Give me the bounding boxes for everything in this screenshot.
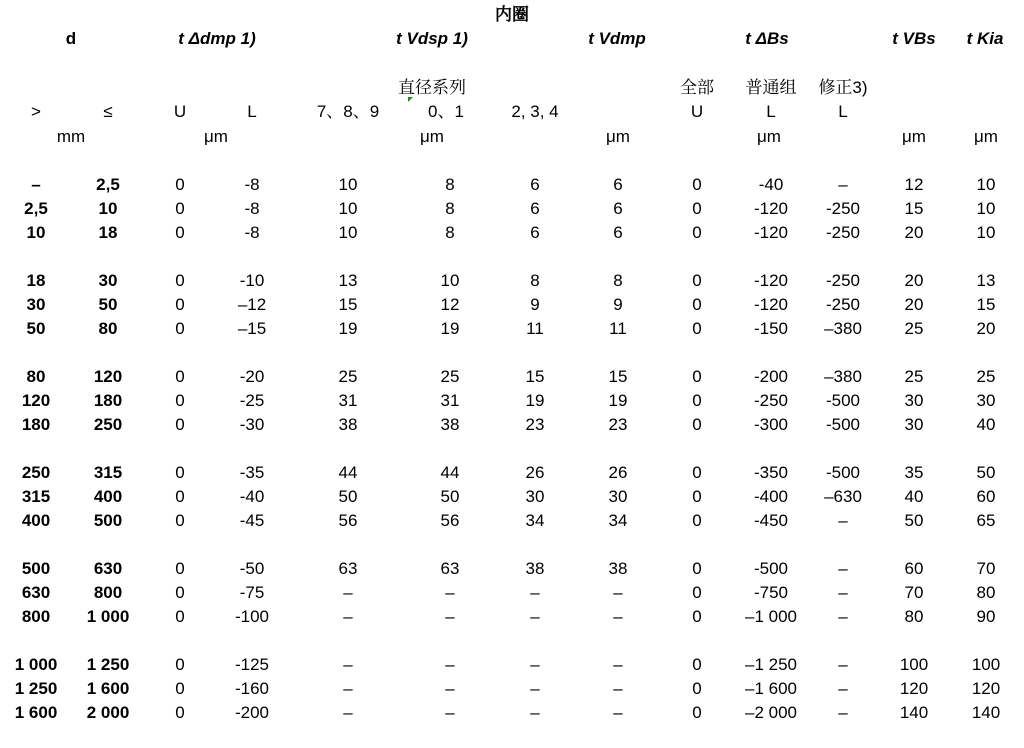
cell-dmp-l: -40 — [239, 487, 265, 506]
cell-vdsp-01: 8 — [445, 199, 455, 218]
cell-d-gt: 1 600 — [14, 703, 58, 722]
cell-vbs: 30 — [904, 391, 924, 410]
cell-bs-modified: -500 — [825, 391, 861, 410]
header-t-dmp: t Δdmp 1) — [178, 29, 256, 48]
cell-bs-u: 0 — [692, 583, 702, 602]
cell-d-le: 18 — [98, 223, 118, 242]
cell-bs-modified: – — [838, 559, 848, 578]
cell-vdmp: 11 — [609, 319, 627, 338]
cell-dmp-u: 0 — [175, 295, 185, 314]
cell-d-gt: 1 250 — [14, 679, 58, 698]
cell-vdsp-789: 56 — [338, 511, 358, 530]
cell-dmp-l: -8 — [244, 199, 260, 218]
cell-vdsp-01: 25 — [440, 367, 460, 386]
header-d: d — [65, 29, 77, 48]
cell-dmp-l: -35 — [239, 463, 265, 482]
cell-vdmp: 34 — [608, 511, 628, 530]
cell-dmp-l: -100 — [234, 607, 270, 626]
cell-vdsp-01: 8 — [445, 223, 455, 242]
cell-vbs: 25 — [904, 319, 924, 338]
cell-d-gt: 2,5 — [24, 199, 48, 218]
cell-kia: 50 — [976, 463, 996, 482]
cell-d-le: 2 000 — [86, 703, 130, 722]
series-0-1: 0、1 — [428, 102, 464, 121]
cell-bs-l: -200 — [753, 367, 789, 386]
cell-vdsp-234: 38 — [525, 559, 545, 578]
cell-dmp-l: -30 — [239, 415, 265, 434]
header-t-vdsp: t Vdsp 1) — [396, 29, 468, 48]
cell-d-le: 2,5 — [96, 175, 120, 194]
cell-bs-modified: – — [838, 175, 848, 194]
cell-vdsp-234: 34 — [525, 511, 545, 530]
cell-dmp-l: –15 — [237, 319, 267, 338]
cell-dmp-l: -125 — [234, 655, 270, 674]
cell-kia: 20 — [976, 319, 996, 338]
cell-d-le: 800 — [93, 583, 123, 602]
cell-kia: 65 — [976, 511, 996, 530]
cell-vdsp-234: 6 — [530, 223, 540, 242]
cell-kia: 120 — [971, 679, 1001, 698]
cell-vdsp-789: 10 — [338, 223, 358, 242]
cell-dmp-u: 0 — [175, 655, 185, 674]
cell-kia: 30 — [976, 391, 996, 410]
cell-kia: 70 — [976, 559, 996, 578]
cell-vdmp: 38 — [608, 559, 628, 578]
cell-dmp-l: -160 — [234, 679, 270, 698]
cell-vbs: 25 — [904, 367, 924, 386]
cell-bs-u: 0 — [692, 511, 702, 530]
cell-vdmp: 9 — [613, 295, 623, 314]
cell-vdsp-789: 25 — [338, 367, 358, 386]
cell-d-gt: 18 — [26, 271, 46, 290]
cell-bs-l: –2 000 — [745, 703, 797, 722]
modified-label: 修正3) — [818, 78, 868, 97]
cell-vdsp-234: 6 — [530, 175, 540, 194]
cell-d-gt: 80 — [26, 367, 46, 386]
cell-d-gt: 500 — [21, 559, 51, 578]
cell-dmp-u: 0 — [175, 463, 185, 482]
cell-bs-u: 0 — [692, 655, 702, 674]
cell-dmp-l: -20 — [239, 367, 265, 386]
cell-vdsp-234: – — [530, 703, 540, 722]
cell-vdsp-01: 63 — [440, 559, 460, 578]
cell-d-le: 10 — [98, 199, 118, 218]
cell-vbs: 50 — [904, 511, 924, 530]
cell-vdmp: 8 — [613, 271, 623, 290]
cell-bs-u: 0 — [692, 679, 702, 698]
cell-kia: 140 — [971, 703, 1001, 722]
cell-vdsp-234: 23 — [525, 415, 545, 434]
cell-d-gt: 120 — [21, 391, 51, 410]
cell-kia: 40 — [976, 415, 996, 434]
cell-vbs: 40 — [904, 487, 924, 506]
cell-vdmp: – — [613, 583, 623, 602]
header-t-vdmp: t Vdmp — [588, 29, 646, 48]
cell-vdsp-01: 50 — [440, 487, 460, 506]
cell-vdsp-789: 15 — [338, 295, 358, 314]
cell-bs-modified: -250 — [825, 223, 861, 242]
cell-dmp-l: -45 — [239, 511, 265, 530]
cell-vdsp-234: 30 — [525, 487, 545, 506]
cell-kia: 25 — [976, 367, 996, 386]
cell-d-gt: 400 — [21, 511, 51, 530]
cell-vdmp: 30 — [608, 487, 628, 506]
cell-vbs: 120 — [899, 679, 929, 698]
cell-dmp-u: 0 — [175, 487, 185, 506]
cell-bs-l: –1 600 — [745, 679, 797, 698]
cell-vdmp: 23 — [608, 415, 628, 434]
cell-d-le: 1 250 — [86, 655, 130, 674]
cell-dmp-l: -10 — [239, 271, 265, 290]
cell-dmp-l: -75 — [239, 583, 265, 602]
cell-d-le: 400 — [93, 487, 123, 506]
cell-kia: 90 — [976, 607, 996, 626]
cell-d-le: 1 000 — [86, 607, 130, 626]
cell-vdsp-234: – — [530, 679, 540, 698]
unit-um-kia: μm — [974, 127, 998, 146]
cell-bs-u: 0 — [692, 295, 702, 314]
cell-kia: 100 — [971, 655, 1001, 674]
cell-kia: 10 — [976, 199, 996, 218]
cell-bs-l: -120 — [753, 295, 789, 314]
cell-d-gt: 250 — [21, 463, 51, 482]
cell-bs-u: 0 — [692, 223, 702, 242]
cell-d-gt: 30 — [26, 295, 46, 314]
unit-mm: mm — [56, 127, 86, 146]
cell-dmp-l: -8 — [244, 223, 260, 242]
cell-vdsp-234: 8 — [530, 271, 540, 290]
cell-d-le: 630 — [93, 559, 123, 578]
cell-dmp-u: 0 — [175, 367, 185, 386]
cell-bs-u: 0 — [692, 607, 702, 626]
cell-bs-l: -150 — [753, 319, 789, 338]
series-7-8-9: 7、8、9 — [316, 102, 380, 121]
cell-dmp-l: -25 — [239, 391, 265, 410]
cell-dmp-u: 0 — [175, 175, 185, 194]
cell-vdsp-789: 44 — [338, 463, 358, 482]
cell-vdsp-234: 11 — [526, 319, 544, 338]
cell-d-le: 120 — [93, 367, 123, 386]
cell-vbs: 20 — [904, 271, 924, 290]
cell-bs-u: 0 — [692, 199, 702, 218]
cell-vdsp-01: 8 — [445, 175, 455, 194]
cell-vdsp-789: 10 — [338, 199, 358, 218]
diameter-series-label: 直径系列 — [398, 78, 466, 97]
cell-vdsp-789: 63 — [338, 559, 358, 578]
cell-d-le: 1 600 — [86, 679, 130, 698]
cell-dmp-l: -50 — [239, 559, 265, 578]
cell-vbs: 20 — [904, 223, 924, 242]
cell-vdsp-234: – — [530, 655, 540, 674]
cell-bs-l: -450 — [753, 511, 789, 530]
cell-vbs: 70 — [904, 583, 924, 602]
cell-vbs: 15 — [904, 199, 924, 218]
cell-bs-modified: -250 — [825, 271, 861, 290]
cell-vdmp: – — [613, 655, 623, 674]
cell-vdsp-789: – — [343, 607, 353, 626]
cell-d-le: 30 — [98, 271, 118, 290]
header-t-kia: t Kia — [966, 29, 1004, 48]
cell-kia: 10 — [976, 223, 996, 242]
cell-vdsp-789: 13 — [338, 271, 358, 290]
cell-bs-modified: –380 — [824, 319, 862, 338]
cell-bs-l: -120 — [753, 223, 789, 242]
cell-dmp-u: 0 — [175, 271, 185, 290]
cell-vdmp: 26 — [608, 463, 628, 482]
cell-dmp-u: 0 — [175, 415, 185, 434]
cell-vdsp-01: 12 — [440, 295, 460, 314]
cell-bs-modified: – — [838, 679, 848, 698]
cell-vdmp: 6 — [613, 199, 623, 218]
cell-bs-modified: –630 — [824, 487, 862, 506]
cell-vdsp-01: – — [445, 679, 455, 698]
cell-bs-u: 0 — [692, 415, 702, 434]
cell-vdsp-01: 44 — [440, 463, 460, 482]
cell-vdsp-789: – — [343, 583, 353, 602]
cell-vdmp: – — [613, 679, 623, 698]
cell-kia: 60 — [976, 487, 996, 506]
cell-d-le: 180 — [93, 391, 123, 410]
cell-vbs: 12 — [904, 175, 924, 194]
cell-bs-u: 0 — [692, 463, 702, 482]
limit-le: ≤ — [103, 102, 113, 121]
unit-um-vdsp: μm — [420, 127, 444, 146]
cell-vbs: 80 — [904, 607, 924, 626]
cell-bs-u: 0 — [692, 175, 702, 194]
cell-comment-marker — [408, 97, 413, 102]
cell-dmp-u: 0 — [175, 607, 185, 626]
cell-dmp-l: -200 — [234, 703, 270, 722]
cell-vdsp-01: – — [445, 583, 455, 602]
cell-dmp-u: 0 — [175, 511, 185, 530]
cell-bs-modified: -500 — [825, 415, 861, 434]
all-label: 全部 — [680, 78, 714, 97]
cell-vbs: 140 — [899, 703, 929, 722]
cell-bs-modified: – — [838, 703, 848, 722]
cell-dmp-u: 0 — [175, 319, 185, 338]
cell-dmp-u: 0 — [175, 199, 185, 218]
cell-dmp-u: 0 — [175, 583, 185, 602]
cell-bs-modified: –380 — [824, 367, 862, 386]
header-t-bs: t ΔBs — [745, 29, 789, 48]
cell-bs-modified: – — [838, 607, 848, 626]
cell-vdsp-01: – — [445, 607, 455, 626]
cell-vdsp-234: 26 — [525, 463, 545, 482]
unit-um-dmp: μm — [204, 127, 228, 146]
limit-l-dmp: L — [247, 102, 257, 121]
cell-vdsp-234: 15 — [525, 367, 545, 386]
cell-bs-l: -40 — [758, 175, 784, 194]
cell-bs-l: -300 — [753, 415, 789, 434]
cell-bs-u: 0 — [692, 703, 702, 722]
cell-vdsp-01: – — [445, 703, 455, 722]
cell-d-le: 80 — [98, 319, 118, 338]
cell-bs-u: 0 — [692, 487, 702, 506]
cell-bs-u: 0 — [692, 559, 702, 578]
cell-vdmp: 15 — [608, 367, 628, 386]
cell-vdsp-789: 10 — [338, 175, 358, 194]
cell-vbs: 100 — [899, 655, 929, 674]
cell-dmp-l: -8 — [244, 175, 260, 194]
cell-bs-u: 0 — [692, 271, 702, 290]
cell-vdsp-01: 38 — [440, 415, 460, 434]
cell-kia: 10 — [976, 175, 996, 194]
cell-bs-l: -120 — [753, 271, 789, 290]
cell-vdmp: 19 — [608, 391, 628, 410]
cell-d-gt: 50 — [26, 319, 46, 338]
limit-u-bs: U — [690, 102, 704, 121]
cell-bs-u: 0 — [692, 367, 702, 386]
cell-vdmp: – — [613, 703, 623, 722]
cell-dmp-u: 0 — [175, 559, 185, 578]
cell-d-gt: 630 — [21, 583, 51, 602]
cell-dmp-u: 0 — [175, 223, 185, 242]
cell-vbs: 30 — [904, 415, 924, 434]
unit-um-vdmp: μm — [606, 127, 630, 146]
cell-vdsp-01: – — [445, 655, 455, 674]
cell-vdsp-789: – — [343, 655, 353, 674]
cell-kia: 80 — [976, 583, 996, 602]
unit-um-bs: μm — [757, 127, 781, 146]
cell-dmp-l: –12 — [237, 295, 267, 314]
cell-vdsp-234: – — [530, 607, 540, 626]
cell-d-gt: 315 — [21, 487, 51, 506]
cell-vdmp: – — [613, 607, 623, 626]
cell-d-gt: – — [31, 175, 41, 194]
cell-dmp-u: 0 — [175, 703, 185, 722]
cell-bs-l: -120 — [753, 199, 789, 218]
cell-vdsp-789: 19 — [338, 319, 358, 338]
series-2-3-4: 2, 3, 4 — [511, 102, 559, 121]
cell-bs-l: –1 000 — [745, 607, 797, 626]
cell-vdsp-789: 50 — [338, 487, 358, 506]
cell-bs-modified: – — [838, 655, 848, 674]
cell-bs-l: -250 — [753, 391, 789, 410]
cell-d-le: 315 — [93, 463, 123, 482]
cell-bs-l: -500 — [753, 559, 789, 578]
limit-l-modified: L — [838, 102, 848, 121]
cell-d-gt: 800 — [21, 607, 51, 626]
cell-d-le: 500 — [93, 511, 123, 530]
normal-group-label: 普通组 — [745, 78, 797, 97]
cell-vdsp-01: 19 — [440, 319, 460, 338]
cell-bs-modified: -500 — [825, 463, 861, 482]
cell-dmp-u: 0 — [175, 391, 185, 410]
cell-vdsp-789: 31 — [338, 391, 358, 410]
cell-d-gt: 1 000 — [14, 655, 58, 674]
limit-gt: > — [31, 102, 41, 121]
cell-kia: 15 — [976, 295, 996, 314]
cell-bs-modified: -250 — [825, 295, 861, 314]
cell-vdmp: 6 — [613, 175, 623, 194]
cell-vdsp-01: 31 — [440, 391, 460, 410]
cell-bs-u: 0 — [692, 319, 702, 338]
cell-bs-modified: – — [838, 511, 848, 530]
header-t-vbs: t VBs — [892, 29, 936, 48]
limit-u-dmp: U — [173, 102, 187, 121]
cell-d-gt: 10 — [26, 223, 46, 242]
cell-dmp-u: 0 — [175, 679, 185, 698]
cell-bs-l: –1 250 — [745, 655, 797, 674]
cell-bs-l: -400 — [753, 487, 789, 506]
cell-vdsp-789: 38 — [338, 415, 358, 434]
cell-vdsp-234: 19 — [525, 391, 545, 410]
cell-d-le: 250 — [93, 415, 123, 434]
cell-bs-u: 0 — [692, 391, 702, 410]
cell-d-le: 50 — [98, 295, 118, 314]
cell-d-gt: 180 — [21, 415, 51, 434]
limit-l-bs: L — [766, 102, 776, 121]
cell-vbs: 20 — [904, 295, 924, 314]
cell-vdmp: 6 — [613, 223, 623, 242]
cell-vdsp-234: 6 — [530, 199, 540, 218]
table-title: 内圈 — [495, 5, 529, 24]
cell-vdsp-01: 56 — [440, 511, 460, 530]
cell-vbs: 35 — [904, 463, 924, 482]
cell-vdsp-01: 10 — [440, 271, 460, 290]
cell-vdsp-234: 9 — [530, 295, 540, 314]
cell-bs-modified: -250 — [825, 199, 861, 218]
cell-kia: 13 — [976, 271, 996, 290]
cell-bs-l: -350 — [753, 463, 789, 482]
cell-vdsp-234: – — [530, 583, 540, 602]
cell-vdsp-789: – — [343, 703, 353, 722]
cell-bs-l: -750 — [753, 583, 789, 602]
cell-vbs: 60 — [904, 559, 924, 578]
cell-bs-modified: – — [838, 583, 848, 602]
cell-vdsp-789: – — [343, 679, 353, 698]
unit-um-vbs: μm — [902, 127, 926, 146]
